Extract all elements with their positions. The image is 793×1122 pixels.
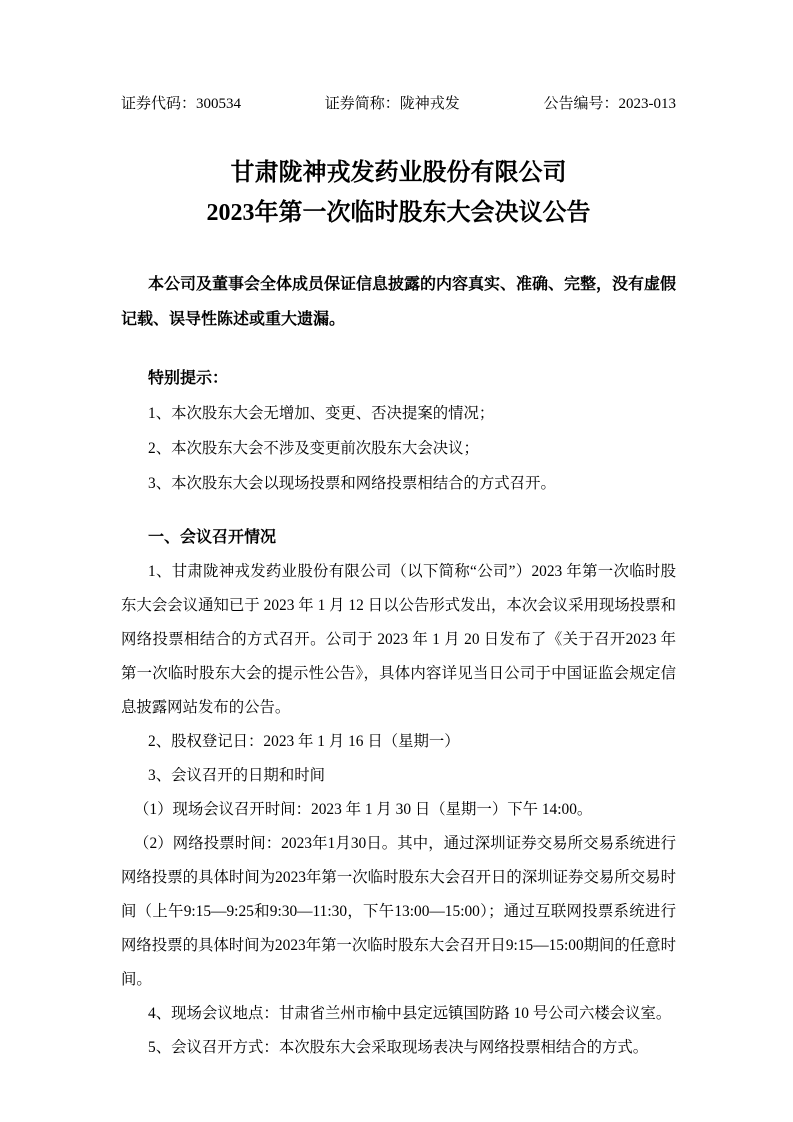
announcement-number: 公告编号：2023-013 bbox=[543, 96, 676, 112]
paragraph-record-date: 2、股权登记日：2023 年 1 月 16 日（星期一） bbox=[148, 733, 460, 750]
paragraph-meeting-notice: 1、甘肃陇神戎发药业股份有限公司（以下简称“公司”）2023 年第一次临时股东大会会议通知已于 2023 年 1 月 12 日以公告形式发出，本次会议采用现场投票和网络投票相结合的方式召开。公司于 2023 年 1 月 20 日发布了《关于召开2023 年第一次临时股东大会的提示性公告》，具体内容详见当日公司于中国证监会规定信息披露网站发布的公告。 bbox=[121, 563, 676, 716]
announcement-title: 2023年第一次临时股东大会决议公告 bbox=[206, 200, 591, 226]
section-meeting-convening bbox=[121, 521, 676, 1065]
special-notice-heading: 特别提示： bbox=[148, 370, 229, 387]
stock-abbreviation: 证券简称：陇神戎发 bbox=[324, 96, 460, 112]
section-heading-meeting-convening: 一、会议召开情况 bbox=[148, 529, 277, 546]
title-block bbox=[121, 153, 676, 233]
special-notice-item-1: 1、本次股东大会无增加、变更、否决提案的情况； bbox=[148, 405, 495, 422]
paragraph-meeting-method: 5、会议召开方式：本次股东大会采取现场表决与网络投票相结合的方式。 bbox=[148, 1039, 649, 1056]
stock-code: 证券代码：300534 bbox=[121, 96, 242, 112]
paragraph-online-voting-time: （2）网络投票时间：2023年1月30日。其中，通过深圳证券交易所交易系统进行网络投票的具体时间为2023年第一次临时股东大会召开日的深圳证券交易所交易时间（上午9:15—9:25和9:30—11:30，下午13:00—15:00）；通过互联网投票系统进行网络投票的具体时间为2023年第一次临时股东大会召开日9:15—15:00期间的任意时间。 bbox=[121, 835, 676, 988]
paragraph-onsite-meeting-time: （1）现场会议召开时间：2023 年 1 月 30 日（星期一）下午 14:00。 bbox=[134, 801, 593, 818]
paragraph-meeting-datetime-heading: 3、会议召开的日期和时间 bbox=[148, 767, 325, 784]
special-notice-block bbox=[121, 361, 676, 501]
company-name-title: 甘肃陇神戎发药业股份有限公司 bbox=[230, 160, 567, 186]
special-notice-item-2: 2、本次股东大会不涉及变更前次股东大会决议； bbox=[148, 440, 479, 457]
paragraph-meeting-location: 4、现场会议地点：甘肃省兰州市榆中县定远镇国防路 10 号公司六楼会议室。 bbox=[148, 1005, 672, 1022]
truthfulness-declaration: 本公司及董事会全体成员保证信息披露的内容真实、准确、完整，没有虚假记载、误导性陈述或重大遗漏。 bbox=[121, 276, 677, 328]
document-header bbox=[121, 94, 676, 114]
special-notice-item-3: 3、本次股东大会以现场投票和网络投票相结合的方式召开。 bbox=[148, 475, 556, 492]
